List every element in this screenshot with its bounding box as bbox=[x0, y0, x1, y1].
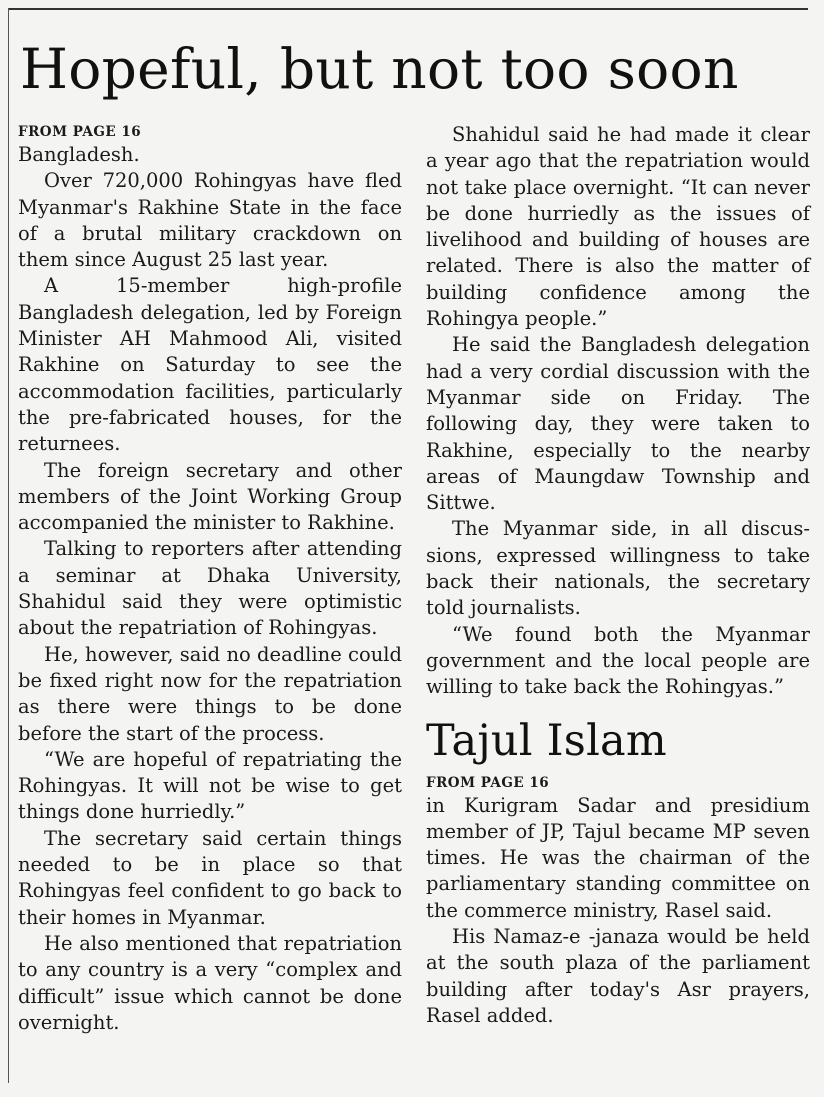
paragraph: “We found both the Myanmar government and the local people are willing to take back the Rohingyas.” bbox=[426, 622, 810, 699]
paragraph: Talking to reporters after attending a seminar at Dhaka University, Shahidul said they were optimistic about the repatriation of Rohingyas. bbox=[18, 537, 402, 640]
paragraph: The foreign secretary and other members of the Joint Working Group accompanied the minister to Rakhine. bbox=[18, 458, 402, 535]
paragraph: He said the Bangladesh delegation had a very cordial discussion with the Myanmar side on Friday. The following day, they were taken to Rakhine, especially to the nearby areas of Maungdaw Township and Sittwe. bbox=[426, 333, 810, 515]
paragraph: He, however, said no deadline could be fixed right now for the repatriation as there were things to be done before the start of the process. bbox=[18, 642, 402, 745]
headline: Hopeful, but not too soon bbox=[20, 37, 739, 101]
paragraph: The secretary said certain things needed to be in place so that Rohingyas feel confident to go back to their homes in Myanmar. bbox=[18, 826, 402, 929]
paragraph: Shahidul said he had made it clear a year ago that the repatriation would not take place overnight. “It can never be done hurriedly as the issues of livelihood and building of houses are related. There is also the matter of building confidence among the Rohingya people.” bbox=[426, 123, 810, 331]
paragraph: Bangladesh. bbox=[18, 143, 140, 166]
top-rule bbox=[8, 8, 808, 10]
paragraph: His Namaz-e -janaza would be held at the south plaza of the parliament building after today's Asr prayers, Rasel added. bbox=[426, 925, 810, 1027]
paragraph: Over 720,000 Rohingyas have fled Myanmar's Rakhine State in the face of a brutal military crackdown on them since August 25 last year. bbox=[18, 169, 402, 272]
right-column bbox=[426, 122, 810, 1029]
paragraph: A 15-member high-profile Bangladesh delegation, led by Foreign Minister AH Mahmood Ali, visited Rakhine on Saturday to see the accommodation facilities, particularly the pre-fabricated houses, for the returnees. bbox=[18, 274, 402, 456]
left-column bbox=[18, 122, 402, 1036]
from-page-kicker: FROM PAGE 16 bbox=[426, 774, 550, 791]
paragraph: He also mentioned that repatriation to any country is a very “complex and difficult” issue which cannot be done overnight. bbox=[18, 931, 402, 1034]
left-rule bbox=[8, 8, 9, 1083]
paragraph: in Kurigram Sadar and presidium member of JP, Tajul became MP seven times. He was the chairman of the parliamentary standing committee on the commerce ministry, Rasel said. bbox=[426, 793, 810, 922]
second-story-headline: Tajul Islam bbox=[426, 715, 667, 766]
paragraph: “We are hopeful of repatriating the Rohingyas. It will not be wise to get things done hurriedly.” bbox=[18, 747, 402, 824]
from-page-kicker: FROM PAGE 16 bbox=[18, 124, 142, 140]
paragraph: The Myanmar side, in all discussions, expressed willingness to take back their nationals, the secretary told journalists. bbox=[426, 517, 810, 620]
